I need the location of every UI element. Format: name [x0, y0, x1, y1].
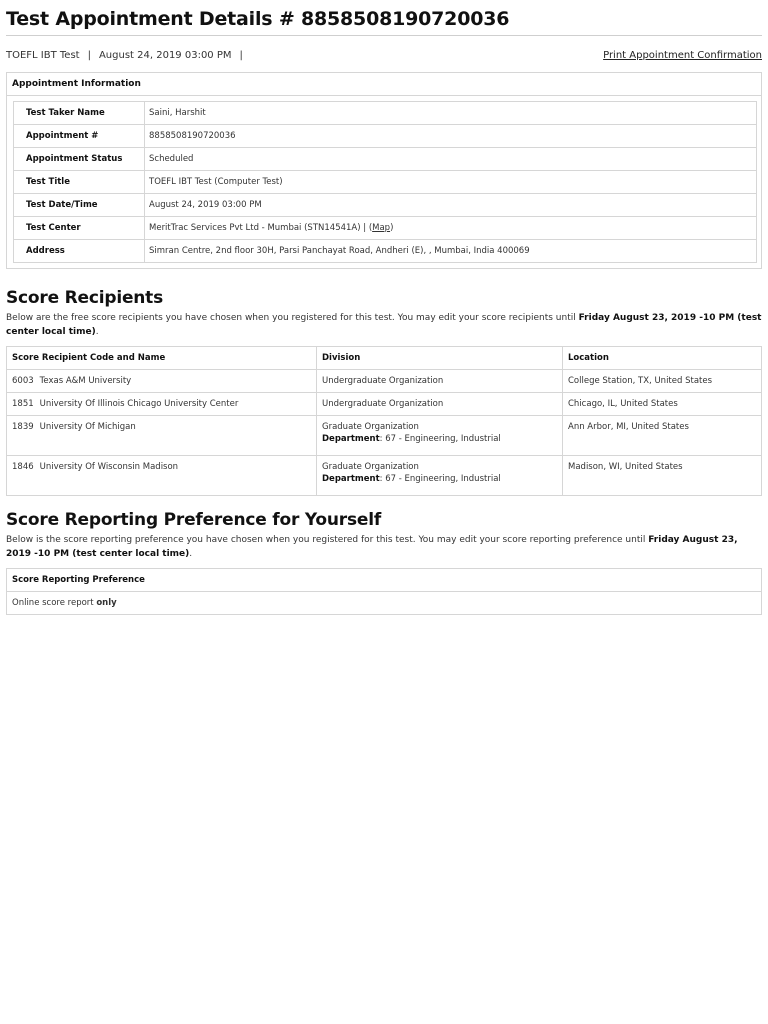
department-value: : 67 - Engineering, Industrial: [379, 474, 501, 484]
recipient-name: University Of Wisconsin Madison: [39, 462, 179, 472]
department-line: [322, 473, 557, 485]
table-row: [7, 393, 762, 416]
info-row-appointment-number: [14, 125, 757, 148]
info-label: Test Center: [14, 217, 145, 240]
spacer: [6, 269, 762, 286]
recipient-name: University Of Illinois Chicago University Center: [39, 399, 239, 409]
column-header-preference: Score Reporting Preference: [7, 569, 762, 592]
summary-test-name: TOEFL IBT Test: [6, 50, 80, 61]
recipient-name: University Of Michigan: [39, 422, 136, 432]
info-row-test-center: [14, 217, 757, 240]
recipient-code: 6003: [12, 376, 34, 386]
description-end: .: [189, 548, 193, 559]
info-row-date-time: [14, 194, 757, 217]
edit-deadline: Friday August 23, 2019 -10 PM (test center local time): [6, 313, 762, 337]
preference-value-emphasis: only: [96, 598, 117, 608]
info-label: Test Date/Time: [14, 194, 145, 217]
preference-value: Online score report: [12, 598, 97, 608]
recipient-cell: [7, 370, 317, 393]
description-end: .: [95, 326, 99, 337]
appointment-info-panel: [6, 72, 762, 269]
reporting-preference-description: [6, 534, 762, 561]
score-recipients-table: [6, 346, 762, 496]
department-label: Department: [322, 474, 380, 484]
info-label: Test Taker Name: [14, 102, 145, 125]
table-header-row: [7, 569, 762, 592]
recipient-code: 1839: [12, 422, 34, 432]
info-value: Saini, Harshit: [145, 102, 757, 125]
info-row-address: [14, 240, 757, 263]
info-label: Address: [14, 240, 145, 263]
department-value: : 67 - Engineering, Industrial: [379, 434, 501, 444]
column-header-division: Division: [317, 347, 563, 370]
map-link[interactable]: Map: [372, 223, 391, 233]
appointment-summary-line: [6, 46, 762, 66]
reporting-preference-heading: Score Reporting Preference for Yourself: [6, 510, 382, 530]
info-row-test-taker: [14, 102, 757, 125]
recipient-cell: [7, 416, 317, 456]
location-cell: Chicago, IL, United States: [563, 393, 762, 416]
summary-separator-trailing: |: [239, 50, 243, 61]
recipient-code: 1851: [12, 399, 34, 409]
reporting-preference-table: [6, 568, 762, 615]
edit-deadline: Friday August 23, 2019 -10 PM (test center local time): [6, 535, 738, 559]
division-name: Graduate Organization: [322, 422, 419, 432]
division-cell: [317, 456, 563, 496]
page-title: Test Appointment Details # 8858508190720036: [6, 8, 510, 30]
info-value: TOEFL IBT Test (Computer Test): [145, 171, 757, 194]
score-recipients-description: [6, 312, 762, 339]
table-row: [7, 416, 762, 456]
description-text: Below is the score reporting preference you have chosen when you registered for this test. You may edit your score reporting preference until: [6, 535, 649, 545]
preference-cell: [7, 592, 762, 615]
info-value: 8858508190720036: [145, 125, 757, 148]
summary-separator: |: [87, 50, 91, 61]
recipient-cell: [7, 456, 317, 496]
info-label: Appointment #: [14, 125, 145, 148]
table-row: [7, 370, 762, 393]
table-row: [7, 592, 762, 615]
page: [6, 0, 762, 615]
spacer: [6, 496, 762, 508]
score-recipients-heading: Score Recipients: [6, 288, 164, 308]
column-header-recipient: Score Recipient Code and Name: [7, 347, 317, 370]
info-value: August 24, 2019 03:00 PM: [145, 194, 757, 217]
location-cell: Ann Arbor, MI, United States: [563, 416, 762, 456]
test-center-suffix: ): [390, 223, 394, 233]
info-row-status: [14, 148, 757, 171]
location-cell: Madison, WI, United States: [563, 456, 762, 496]
info-row-test-title: [14, 171, 757, 194]
test-center-text: MeritTrac Services Pvt Ltd - Mumbai (STN14541A) | (: [149, 223, 373, 233]
description-text: Below are the free score recipients you have chosen when you registered for this test. You may edit your score recipients until: [6, 313, 579, 323]
department-line: [322, 433, 557, 445]
appointment-info-table: [13, 101, 757, 263]
info-value-test-center: [145, 217, 757, 240]
print-confirmation-link[interactable]: Print Appointment Confirmation: [603, 50, 762, 61]
appointment-info-heading: Appointment Information: [7, 73, 761, 96]
title-divider: [6, 35, 762, 36]
division-cell: Undergraduate Organization: [317, 370, 563, 393]
info-label: Appointment Status: [14, 148, 145, 171]
division-name: Graduate Organization: [322, 462, 419, 472]
table-row: [7, 456, 762, 496]
info-value: Simran Centre, 2nd floor 30H, Parsi Panchayat Road, Andheri (E), , Mumbai, India 400069: [145, 240, 757, 263]
division-cell: [317, 416, 563, 456]
department-label: Department: [322, 434, 380, 444]
division-cell: Undergraduate Organization: [317, 393, 563, 416]
recipient-code: 1846: [12, 462, 34, 472]
table-header-row: [7, 347, 762, 370]
column-header-location: Location: [563, 347, 762, 370]
location-cell: College Station, TX, United States: [563, 370, 762, 393]
recipient-cell: [7, 393, 317, 416]
summary-date: August 24, 2019 03:00 PM: [98, 50, 232, 61]
info-value: Scheduled: [145, 148, 757, 171]
recipient-name: Texas A&M University: [39, 376, 132, 386]
info-label: Test Title: [14, 171, 145, 194]
